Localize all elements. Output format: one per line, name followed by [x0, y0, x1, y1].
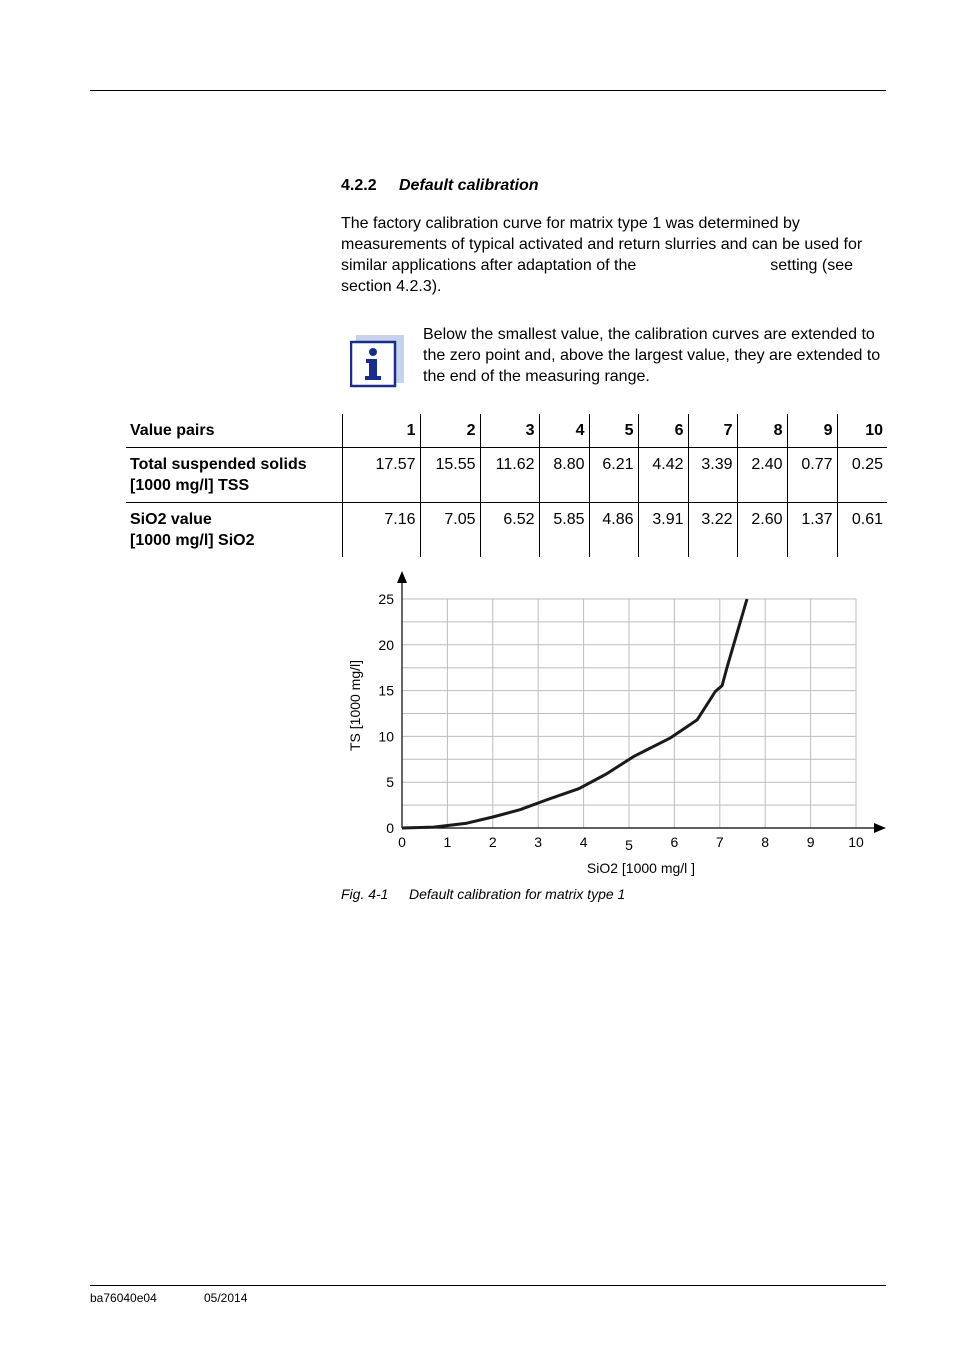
y-tick-label: 15	[378, 682, 394, 699]
table-cell: 6.21	[589, 448, 638, 503]
table-cell: 5.85	[539, 503, 589, 558]
table-cell: 2.60	[737, 503, 787, 558]
column-header: 10	[837, 414, 887, 448]
table-cell: 17.57	[342, 448, 420, 503]
table-cell: 4.42	[638, 448, 688, 503]
table-cell: 4.86	[589, 503, 638, 558]
x-tick-label: 4	[579, 834, 588, 850]
footer-rule	[90, 1285, 886, 1286]
column-header: 6	[638, 414, 688, 448]
intro-paragraph	[341, 213, 882, 297]
table-cell: 3.39	[688, 448, 737, 503]
column-header: 4	[539, 414, 589, 448]
y-axis-arrow	[397, 571, 407, 583]
row-label-line2: [1000 mg/l] SiO2	[130, 532, 255, 549]
table-cell: 11.62	[480, 448, 539, 503]
figure-number: Fig. 4-1	[341, 886, 389, 902]
row-label	[126, 503, 342, 558]
column-header: 1	[342, 414, 420, 448]
column-header: 2	[420, 414, 480, 448]
y-tick-label: 10	[378, 728, 394, 745]
header-rule	[90, 90, 886, 91]
table-cell: 0.61	[837, 503, 887, 558]
column-header: 3	[480, 414, 539, 448]
y-axis-label: TS [1000 mg/l]	[347, 659, 363, 752]
row-label-line1: SiO2 value	[130, 511, 212, 528]
x-tick-label: 5	[625, 837, 633, 853]
x-tick-label: 3	[534, 834, 543, 850]
y-tick-label: 5	[386, 774, 394, 791]
table-cell: 7.16	[342, 503, 420, 558]
figure-caption-text: Default calibration for matrix type 1	[409, 886, 626, 902]
footer-date: 05/2014	[204, 1291, 248, 1305]
row-label-line2: [1000 mg/l] TSS	[130, 477, 250, 494]
table-header-row	[126, 414, 887, 448]
section-heading	[341, 177, 539, 195]
x-tick-label: 7	[715, 834, 724, 850]
x-axis-arrow	[874, 823, 886, 833]
table-cell: 2.40	[737, 448, 787, 503]
x-tick-label: 0	[398, 834, 406, 850]
footer-doc-id: ba76040e04	[90, 1291, 157, 1305]
x-tick-label: 6	[670, 834, 679, 850]
x-tick-label: 1	[443, 834, 452, 850]
y-tick-label: 25	[378, 591, 394, 607]
y-tick-label: 0	[386, 820, 394, 836]
figure-caption	[341, 886, 625, 902]
x-tick-label: 10	[848, 834, 864, 850]
row-label	[126, 448, 342, 503]
x-axis-label: SiO2 [1000 mg/l ]	[586, 860, 696, 876]
column-header: 9	[787, 414, 837, 448]
calibration-chart	[330, 565, 890, 880]
section-title: Default calibration	[399, 177, 539, 194]
x-tick-label: 8	[761, 834, 770, 850]
table-cell: 15.55	[420, 448, 480, 503]
y-tick-label: 20	[378, 636, 394, 653]
column-header: 8	[737, 414, 787, 448]
table-cell: 8.80	[539, 448, 589, 503]
table-header-label: Value pairs	[126, 414, 342, 448]
row-label-line1: Total suspended solids	[130, 456, 307, 473]
section-number: 4.2.2	[341, 177, 377, 194]
column-header: 5	[589, 414, 638, 448]
table-row-sio2	[126, 503, 887, 558]
table-row-tss	[126, 448, 887, 503]
table-cell: 1.37	[787, 503, 837, 558]
table-cell: 0.77	[787, 448, 837, 503]
table-cell: 3.91	[638, 503, 688, 558]
x-tick-label: 9	[806, 834, 815, 850]
x-tick-label: 2	[488, 834, 497, 850]
table-cell: 3.22	[688, 503, 737, 558]
table-cell: 7.05	[420, 503, 480, 558]
info-icon	[350, 335, 404, 389]
info-note-text: Below the smallest value, the calibration curves are extended to the zero point and, above the largest value, they are extended to the end of the measuring range.	[423, 326, 881, 385]
intro-text-part2: setting (see section 4.2.3).	[341, 257, 853, 295]
intro-text-part1: The factory calibration curve for matrix type 1 was determined by measurements of typical activated and return slurries and can be used for similar applications after adaptation of the	[341, 215, 863, 274]
column-header: 7	[688, 414, 737, 448]
table-cell: 0.25	[837, 448, 887, 503]
table-cell: 6.52	[480, 503, 539, 558]
value-pairs-table	[126, 414, 887, 557]
